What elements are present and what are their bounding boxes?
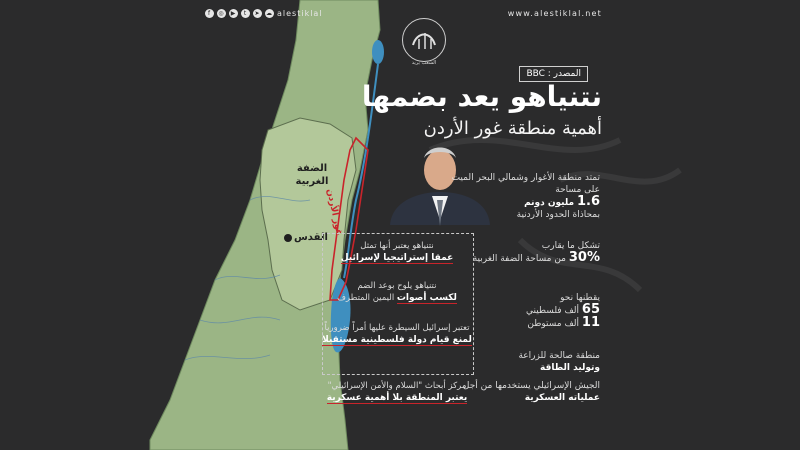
soundcloud-icon[interactable]: ☁ <box>266 10 273 17</box>
stat-army-text: الجيش الإسرائيلي يستخدمها من أجل <box>462 381 600 391</box>
twitter-icon[interactable]: t <box>241 9 250 18</box>
website-url[interactable]: www.alestiklal.net <box>507 9 602 18</box>
social-handle-bar <box>205 9 323 18</box>
stat-share-value: 30% <box>568 250 600 265</box>
opposing-text: مركز أبحاث "السلام والأمن الإسرائيلي" <box>327 381 467 391</box>
page-subtitle: أهمية منطقة غور الأردن <box>423 118 602 139</box>
handle-text: alestiklal <box>277 9 323 18</box>
stat-palestinians-number: 65 <box>581 302 600 317</box>
claim-1-text: نتنياهو يعتبر أنها تمثل <box>360 241 434 251</box>
stat-population-intro: يقطنها نحو <box>560 293 600 303</box>
stat-palestinians-label: ألف فلسطيني <box>525 306 580 316</box>
stat-area-text: تمتد منطقة الأغوار وشمالي البحر الميت على مساحة <box>451 173 600 195</box>
jerusalem-marker <box>284 234 292 242</box>
sea-of-galilee <box>372 40 384 64</box>
stat-settlers-number: 11 <box>581 315 600 330</box>
claim-1 <box>322 240 472 264</box>
stat-area <box>450 172 600 221</box>
jerusalem-label: القدس <box>294 232 328 243</box>
stat-area-note: بمحاذاة الحدود الأردنية <box>516 210 600 220</box>
west-bank-label: الضفة الغربية <box>295 163 329 187</box>
claim-2 <box>322 280 472 304</box>
opposing-bold: يعتبر المنطقة بلا أهمية عسكرية <box>326 393 468 403</box>
telegram-icon[interactable]: ➤ <box>254 10 261 17</box>
stat-area-unit: مليون دونم <box>524 198 575 208</box>
logo-caption: الشعب يريد <box>411 60 437 66</box>
facebook-icon[interactable]: f <box>205 9 214 18</box>
claim-3-bold: لمنع قيام دولة فلسطينية مستقبلا <box>322 335 472 345</box>
stat-area-number: 1.6 <box>576 194 600 209</box>
page-title: نتنياهو يعد بضمها <box>361 80 602 113</box>
stat-energy-text: وتوليد الطاقة <box>540 363 600 373</box>
claim-3 <box>322 322 472 346</box>
stat-army-bold: عملياته العسكرية <box>524 393 600 403</box>
claim-2-end: اليمين المتطرف <box>337 293 395 303</box>
source-label: المصدر : BBC <box>519 66 588 82</box>
instagram-icon[interactable]: ◎ <box>218 10 225 17</box>
opposing-view <box>322 380 472 404</box>
logo <box>402 18 446 62</box>
youtube-icon[interactable]: ▶ <box>230 10 237 17</box>
stat-share-note: من مساحة الضفة الغربية <box>472 254 566 264</box>
stat-agriculture-text: منطقة صالحة للزراعة <box>518 351 600 361</box>
stat-share-intro: تشكل ما يقارب <box>541 241 600 251</box>
jordan-valley-label: غور الأردن <box>324 188 344 237</box>
claim-3-text: تعتبر إسرائيل السيطرة عليها أمراً ضرورياً <box>324 323 470 333</box>
stat-settlers-label: ألف مستوطن <box>527 319 580 329</box>
claim-2-text: نتنياهو يلوح بوعد الضم <box>357 281 437 291</box>
logo-mark-icon <box>403 19 445 61</box>
claim-2-bold: لكسب أصوات <box>396 293 457 303</box>
stat-army <box>450 380 600 404</box>
claim-1-bold: عمقا إستراتيجيا لإسرائيل <box>340 253 454 263</box>
